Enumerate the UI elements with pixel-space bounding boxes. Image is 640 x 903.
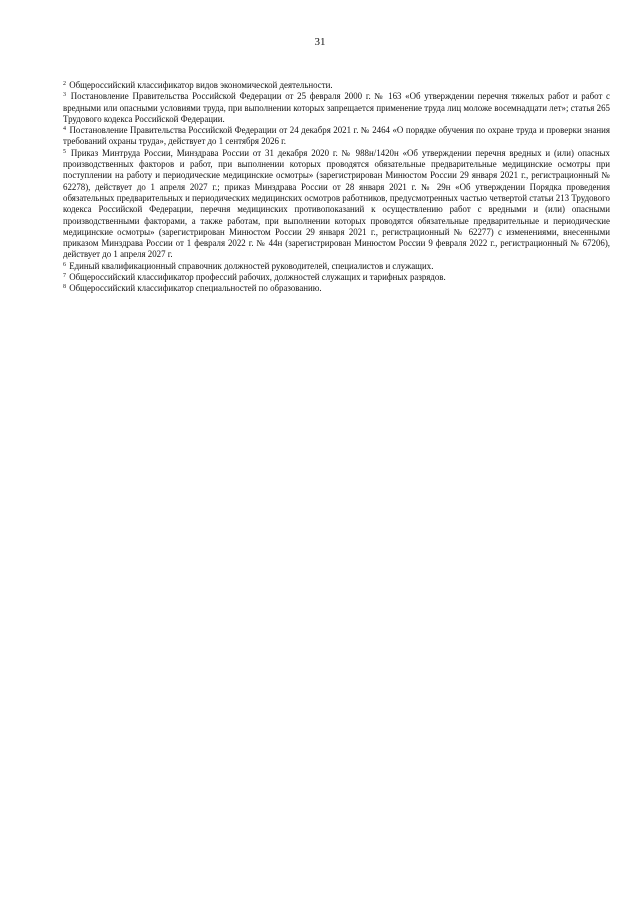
footnote-text: Общероссийский классификатор специальностей по образованию. bbox=[69, 283, 322, 294]
footnote-text: Приказ Минтруда России, Минздрава России от 31 декабря 2020 г. № 988н/1420н «Об утверждении перечня вредных и (или) опасных производственных факторов и работ, при выполнении которых проводятся обязательные предварительные медицинские осмотры при поступлении на работу и периодические медицинские осмотры» (зарегистрирован Минюстом России 29 января 2021 г., регистрационный № 62278), действует до 1 апреля 2027 г.; приказ Минздрава России от 28 января 2021 г. № 29н «Об утверждении Порядка проведения обязательных предварительных и периодических медицинских осмотров работников, предусмотренных частью четвертой статьи 213 Трудового кодекса Российской Федерации, перечня медицинских противопоказаний к осуществлению работ с вредными и (или) опасными производственными факторами, а также работам, при выполнении которых проводятся обязательные предварительные и периодические медицинские осмотры» (зарегистрирован Минюстом России 29 января 2021 г., регистрационный № 62277) с изменениями, внесенными приказом Минздрава России от 1 февраля 2022 г. № 44н (зарегистрирован Минюстом России 9 февраля 2022 г., регистрационный № 67206), действует до 1 апреля 2027 г. bbox=[63, 147, 610, 260]
footnote-marker: 4 bbox=[63, 126, 66, 133]
footnote bbox=[63, 91, 610, 125]
footnote bbox=[63, 283, 610, 294]
page-number: 31 bbox=[314, 36, 326, 48]
footnote bbox=[63, 80, 610, 91]
footnote-text: Постановление Правительства Российской Федерации от 25 февраля 2000 г. № 163 «Об утверждении перечня тяжелых работ и работ с вредными или опасными условиями труда, при выполнении которых запрещается применение труда лиц моложе восемнадцати лет»; статья 265 Трудового кодекса Российской Федерации. bbox=[63, 91, 610, 124]
footnote-marker: 2 bbox=[63, 81, 66, 87]
footnotes-list bbox=[63, 80, 610, 295]
footnote bbox=[63, 148, 610, 261]
footnote-text: Единый квалификационный справочник должностей руководителей, специалистов и служащих. bbox=[69, 260, 434, 271]
footnote-text: Постановление Правительства Российской Федерации от 24 декабря 2021 г. № 2464 «О порядке обучения по охране труда и проверки знания требований охраны труда», действует до 1 сентября 2026 г. bbox=[63, 125, 610, 147]
footnote-marker: 5 bbox=[63, 148, 66, 155]
footnote bbox=[63, 272, 610, 283]
footnote-text: Общероссийский классификатор профессий рабочих, должностей служащих и тарифных разрядов. bbox=[69, 272, 446, 283]
footnote-marker: 7 bbox=[63, 273, 66, 280]
footnote bbox=[63, 125, 610, 148]
footnote bbox=[63, 261, 610, 272]
footnote-marker: 6 bbox=[63, 261, 66, 268]
footnote-text: Общероссийский классификатор видов экономической деятельности. bbox=[69, 80, 333, 90]
footnote-marker: 8 bbox=[63, 284, 66, 291]
footnote-marker: 3 bbox=[63, 92, 66, 99]
